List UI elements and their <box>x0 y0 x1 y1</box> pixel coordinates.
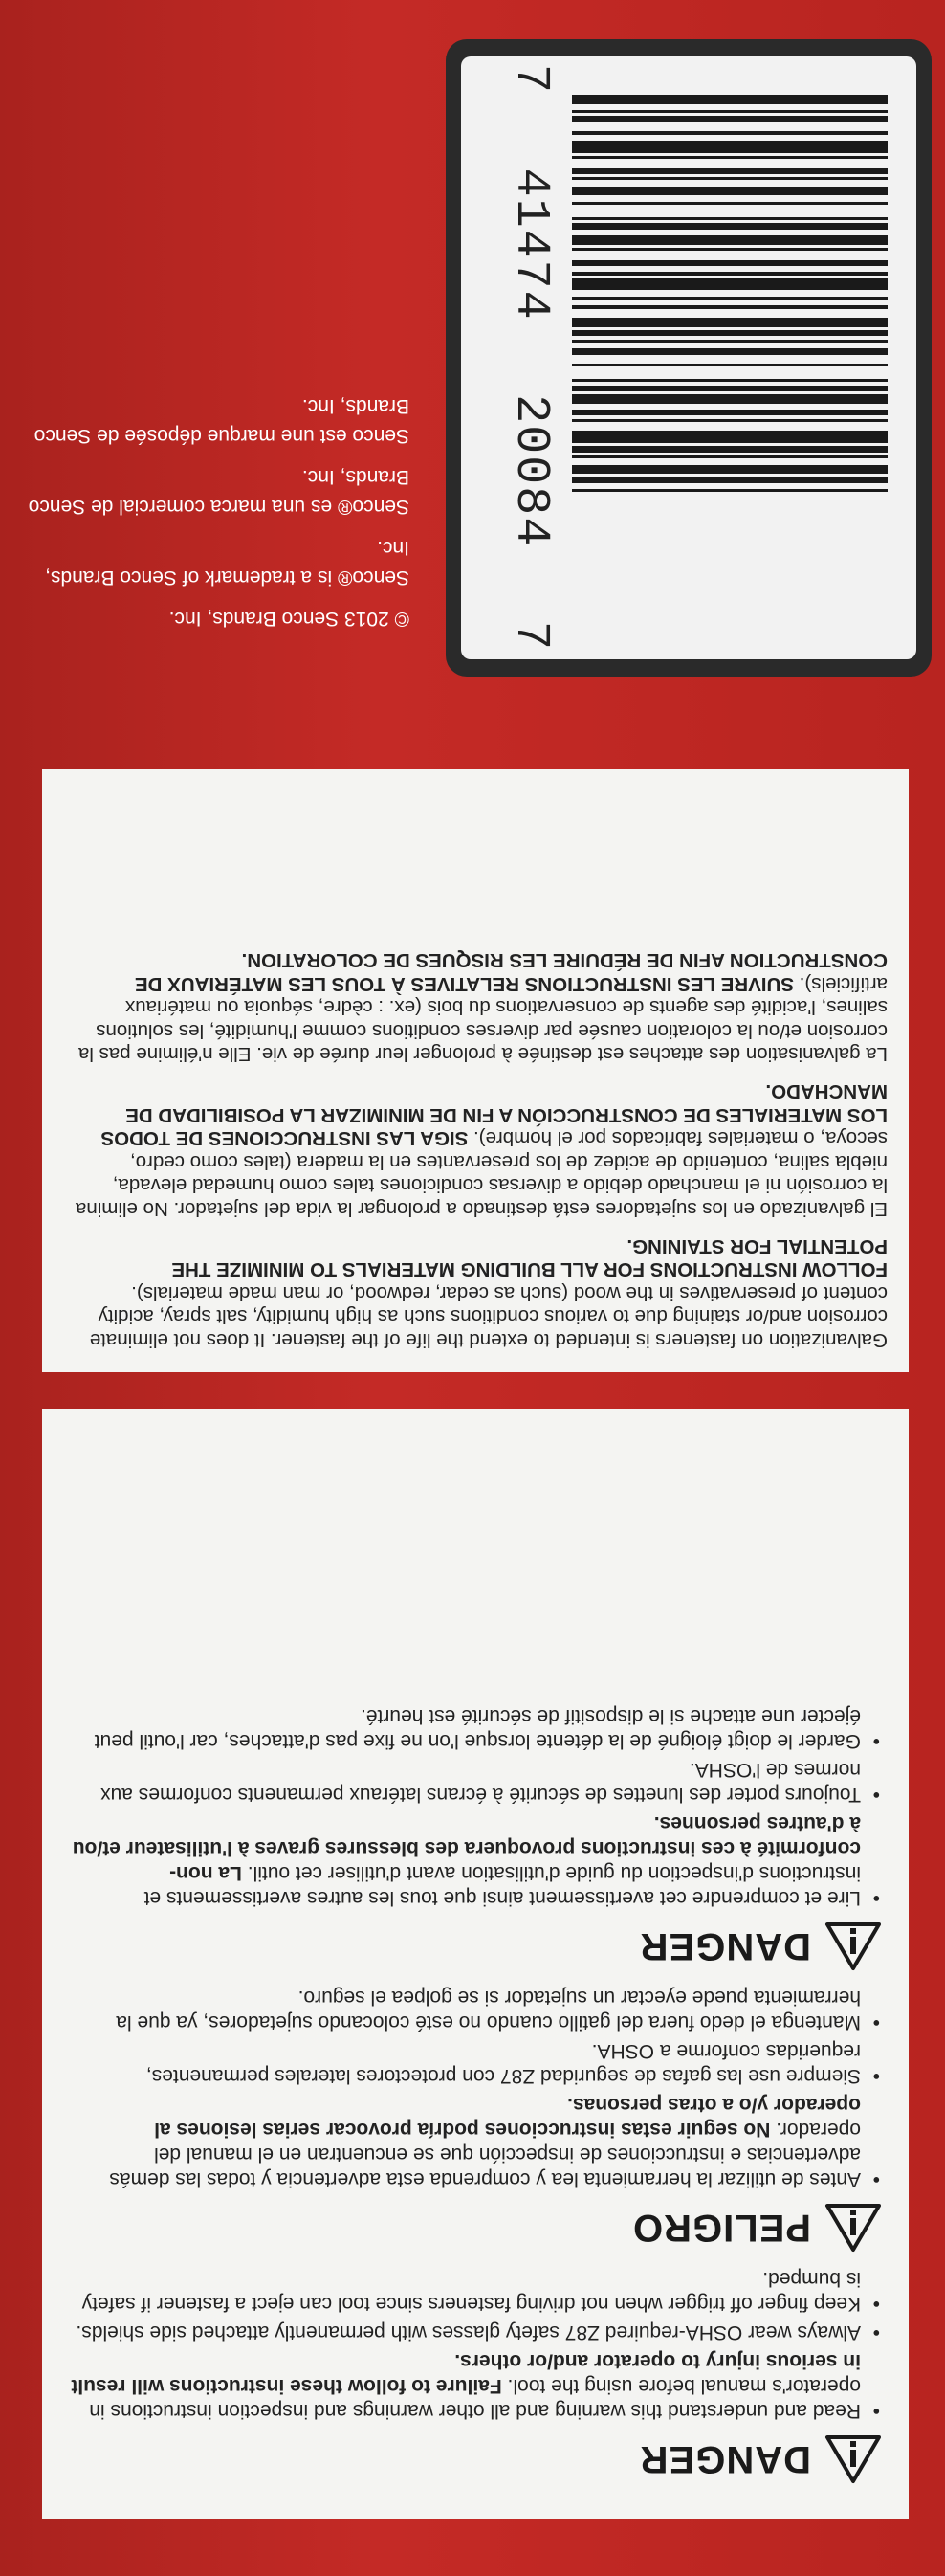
danger-fr-b1-text: Lire et comprendre cet avertissement ainsi que tous les autres avertissements et instructions d'inspection du guide d'utilisation avant d'utiliser cet outil. <box>143 1862 861 1909</box>
list-item <box>69 1810 882 1910</box>
barcode-space <box>572 355 888 365</box>
peligro-title-es: PELIGRO <box>631 2207 811 2249</box>
peligro-es-b1-bold: No seguir estas instrucciones podría provocar serias lesiones al operador y/o a otras personas. <box>154 2094 861 2141</box>
barcode-bar <box>572 235 888 245</box>
danger-en-b1-bold: Failure to follow these instructions will result in serious injury to operator and/or others. <box>71 2350 861 2397</box>
barcode-bar <box>572 465 888 475</box>
barcode-digit-group: 41474 <box>503 167 558 322</box>
list-item <box>69 2266 882 2316</box>
galvanization-panel <box>42 769 909 1372</box>
barcode-bar <box>572 278 888 291</box>
danger-fr-b3: Garder le doigt éloigné de la détente lorsque l'on ne fixe pas d'attaches, car l'outil peut éjecter une attache si le dispositif de sécurité est heurté. <box>94 1705 861 1752</box>
galvanization-es-bold: SIGA LAS INSTRUCCIONES DE TODOS LOS MATERIALES DE CONSTRUCCIÓN A FIN DE MINIMIZAR LA POSIBILIDAD DE MANCHADO. <box>100 1080 888 1150</box>
barcode-digits <box>500 56 558 659</box>
galvanization-es <box>63 1078 888 1220</box>
danger-title-fr: DANGER <box>639 1925 811 1967</box>
list-item <box>69 1757 882 1807</box>
warning-triangle-icon <box>824 1921 882 1971</box>
danger-heading-fr <box>69 1921 882 1971</box>
danger-list-fr <box>69 1703 882 1910</box>
barcode-bar <box>572 95 888 104</box>
warning-triangle-icon <box>824 2203 882 2253</box>
barcode-digit-group: 7 <box>503 620 558 652</box>
galvanization-es-text: El galvanizado en los sujetadores está destinado a prolongar la vida del sujetador. No elimina la corrosión ni el manchado debido a diversas condiciones tales como humedad elevada, niebla salina, contenido de acidez de los preservantes en la madera (tales como cedro, secoya, o materiales fabricados por el hombre). <box>75 1127 888 1221</box>
trademark-es: Senco® es una marca comercial de Senco Brands, Inc. <box>28 466 409 518</box>
barcode-label <box>461 56 916 659</box>
list-item <box>69 1703 882 1753</box>
barcode-rotated <box>461 56 916 659</box>
trademark-block <box>27 380 409 633</box>
list-item <box>69 1985 882 2034</box>
barcode-bar <box>572 394 888 404</box>
trademark-en: Senco® is a trademark of Senco Brands, Inc. <box>45 537 409 588</box>
warning-triangle-icon <box>824 2434 882 2484</box>
danger-en-b3: Keep finger off trigger when not driving fasteners since tool can eject a fastener if safety is bumped. <box>81 2268 861 2315</box>
danger-section-en <box>69 2266 882 2484</box>
danger-section-fr <box>69 1703 882 1971</box>
danger-fr-b1-bold: La non-conformité à ces instructions provoquera des blessures graves à l'utilisateur et/ou à d'autres personnes. <box>72 1812 861 1884</box>
copyright-notice: © 2013 Senco Brands, Inc. <box>168 608 409 630</box>
danger-en-b2: Always wear OSHA-required Z87 safety glasses with permanently attached side shields. <box>76 2321 861 2343</box>
barcode-space <box>572 251 888 260</box>
barcode-bar <box>572 187 888 196</box>
galvanization-fr-text: La galvanisation des attaches est destinée à prolonger leur durée de vie. Elle n'élimine pas la corrosion et/ou la coloration causée par diverses conditions comme l'humidité, les solutions salines, l'acidité des agents de conservations du bois (ex. : cèdre, séquoia ou matériaux artificiels). <box>77 972 888 1066</box>
barcode-space <box>572 205 888 217</box>
barcode-digit-group: 7 <box>503 64 558 96</box>
galvanization-fr-bold: SUIVRE LES INSTRUCTIONS RELATIVES À TOUS LES MATÉRIAUX DE CONSTRUCTION AFIN DE RÉDUIRE LES RISQUES DE COLORATION. <box>134 949 888 995</box>
trademark-fr: Senco est une marque déposée de Senco Brands, Inc. <box>33 395 409 447</box>
list-item <box>69 2092 882 2191</box>
barcode-space <box>572 366 888 379</box>
barcode-space <box>572 122 888 132</box>
barcode-space <box>572 159 888 168</box>
peligro-es-b1-text: Antes de utilizar la herramienta lea y comprenda esta advertencia y todas las demás advertencias e instrucciones de inspección que se encuentran en el manual del operador. <box>109 2119 861 2190</box>
peligro-heading-es <box>69 2203 882 2253</box>
danger-fr-b2: Toujours porter des lunettes de sécurité à écrans latéraux permanents conformes aux normes de l'OSHA. <box>100 1759 861 1806</box>
barcode-bars <box>572 95 888 621</box>
galvanization-en-text: Galvanization on fasteners is intended to extend the life of the fastener. It does not eliminate corrosion and/or staining due to various conditions such as high humidity, salt spray, acidity content of preservatives in the wood (such as cedar, redwood, or man made materials). <box>89 1281 888 1351</box>
danger-en-b1-text: Read and understand this warning and all other warnings and inspection instructions in operator's manual before using the tool. <box>89 2375 861 2422</box>
barcode-digit-group: 20084 <box>503 394 558 548</box>
danger-list-en <box>69 2266 882 2423</box>
galvanization-en-bold: FOLLOW INSTRUCTIONS FOR ALL BUILDING MATERIALS TO MINIMIZE THE POTENTIAL FOR STAINING. <box>171 1234 888 1281</box>
danger-heading-en <box>69 2434 882 2484</box>
barcode-frame <box>446 39 932 677</box>
danger-title-en: DANGER <box>639 2438 811 2480</box>
barcode-bar <box>572 318 888 327</box>
barcode-space <box>572 422 888 432</box>
list-item <box>69 2320 882 2344</box>
barcode-space <box>572 492 888 501</box>
peligro-list-es <box>69 1985 882 2191</box>
list-item <box>69 2348 882 2423</box>
barcode-space <box>572 309 888 319</box>
barcode-bar <box>572 431 888 443</box>
list-item <box>69 2038 882 2088</box>
galvanization-en <box>63 1233 888 1351</box>
galvanization-fr <box>63 948 888 1066</box>
peligro-section-es <box>69 1985 882 2253</box>
peligro-es-b2: Siempre use las gafas de seguridad Z87 con protectores laterales permanentes, requeridas conforme a OSHA. <box>145 2040 861 2087</box>
peligro-es-b3: Mantenga el dedo fuera del gatillo cuando no esté colocando sujetadores, ya que la herramienta puede eyectar un sujetador si se golpea el seguro. <box>116 1987 861 2033</box>
barcode-bar <box>572 141 888 153</box>
warning-panel <box>42 1409 909 2519</box>
